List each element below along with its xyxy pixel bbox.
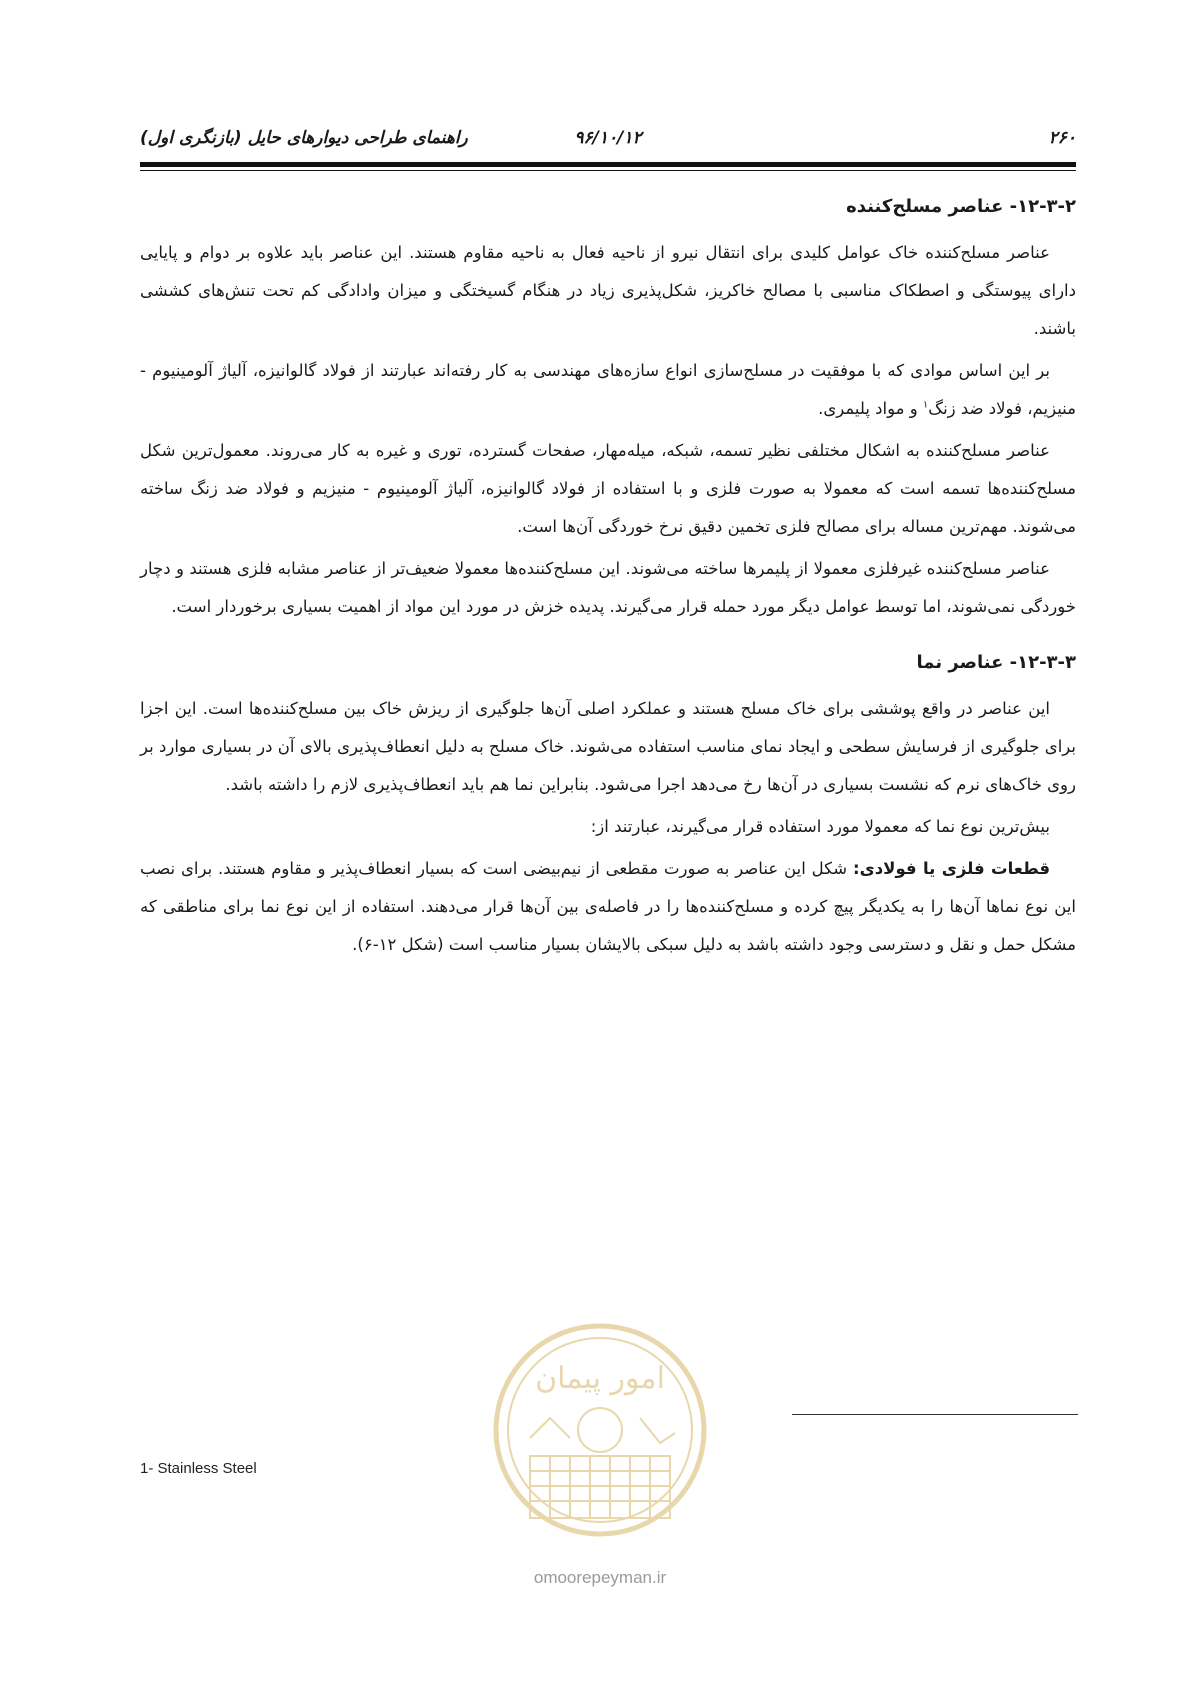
page-number: ۲۶۰ bbox=[1048, 128, 1076, 148]
paragraph: عناصر مسلح‌کننده به اشکال مختلفی نظیر تسمه، شبکه، میله‌مهار، صفحات گسترده، توری و غیره به کار می‌روند. معمول‌ترین شکل مسلح‌کننده‌ها تسمه است که معمولا به صورت فلزی و با استفاده از فولاد گالوانیزه، آلیاژ آلومینیوم - منیزیم و فولاد ضد زنگ ساخته می‌شوند. مهم‌ترین مساله برای مصالح فلزی تخمین دقیق نرخ خوردگی آن‌ها است. bbox=[140, 441, 1076, 536]
paragraph-text: شکل این عناصر به صورت مقطعی از نیم‌بیضی است که بسیار انعطاف‌پذیر و مقاوم هستند. برای نصب این نوع نماها آن‌ها را به یکدیگر پیچ کرده و مسلح‌کننده‌ها را در فاصله‌ی بین آن‌ها قرار می‌دهند. استفاده از این نوع نما برای مناطقی که مشکل حمل و نقل و دسترسی وجود داشته باشد به دلیل سبکی بالایشان بسیار مناسب است (شکل ۱۲-۶). bbox=[140, 859, 1076, 954]
paragraph bbox=[140, 850, 1076, 964]
paragraph-text: بر این اساس موادی که با موفقیت در مسلح‌سازی انواع سازه‌های مهندسی به کار رفته‌اند عبارتند از فولاد گالوانیزه، آلیاژ آلومینیوم - منیزیم، فولاد ضد زنگ bbox=[140, 361, 1076, 418]
footnote: 1- Stainless Steel bbox=[140, 1460, 257, 1477]
page-body bbox=[140, 188, 1076, 968]
footnote-marker: ۱ bbox=[922, 399, 929, 411]
watermark-logo-text: امور پیمان bbox=[535, 1361, 665, 1396]
paragraph: عناصر مسلح‌کننده غیرفلزی معمولا از پلیمرها ساخته می‌شوند. این مسلح‌کننده‌ها معمولا ضعیف‌تر از عناصر مشابه فلزی هستند و دچار خوردگی نمی‌شوند، اما توسط عوامل دیگر مورد حمله قرار می‌گیرند. پدیده خزش در مورد این مواد از اهمیت بسیاری برخوردار است. bbox=[140, 559, 1076, 616]
watermark-logo bbox=[490, 1318, 710, 1548]
footnote-separator bbox=[792, 1414, 1078, 1415]
header-title: راهنمای طراحی دیوارهای حایل (بازنگری اول) bbox=[140, 128, 468, 148]
paragraph-text: و مواد پلیمری. bbox=[818, 399, 923, 418]
page-header bbox=[140, 128, 1076, 162]
paragraph: این عناصر در واقع پوششی برای خاک مسلح هستند و عملکرد اصلی آن‌ها جلوگیری از ریزش خاک بین مسلح‌کننده‌ها است. این اجزا برای جلوگیری از فرسایش سطحی و ایجاد نمای مناسب استفاده می‌شوند. خاک مسلح به دلیل انعطاف‌پذیری بالای آن در بسیاری موارد بر روی خاک‌های نرم که نشست بسیاری در آن‌ها رخ می‌دهد اجرا می‌شود. بنابراین نما هم باید انعطاف‌پذیری لازم را داشته باشد. bbox=[140, 699, 1076, 794]
header-rule-thin bbox=[140, 170, 1076, 171]
header-date: ۹۶/۱۰/۱۲ bbox=[574, 128, 642, 148]
paragraph: عناصر مسلح‌کننده خاک عوامل کلیدی برای انتقال نیرو از ناحیه فعال به ناحیه مقاوم هستند. این عناصر باید علاوه بر دوام و پایایی دارای پیوستگی و اصطکاک مناسبی با مصالح خاکریز، شکل‌پذیری زیاد در هنگام گسیختگی و میزان وادادگی کم تحت تنش‌های کششی باشند. bbox=[140, 243, 1076, 338]
bold-term: قطعات فلزی یا فولادی: bbox=[852, 859, 1051, 878]
paragraph bbox=[140, 352, 1076, 428]
section-heading-facing: ۱۲-۳-۳- عناصر نما bbox=[916, 652, 1076, 673]
watermark-seal-icon bbox=[490, 1318, 710, 1548]
paragraph: بیش‌ترین نوع نما که معمولا مورد استفاده قرار می‌گیرند، عبارتند از: bbox=[590, 817, 1050, 836]
section-heading-reinforcement: ۱۲-۳-۲- عناصر مسلح‌کننده bbox=[846, 196, 1076, 217]
watermark-site: omoorepeyman.ir bbox=[533, 1568, 667, 1587]
header-rule-thick bbox=[140, 162, 1076, 167]
